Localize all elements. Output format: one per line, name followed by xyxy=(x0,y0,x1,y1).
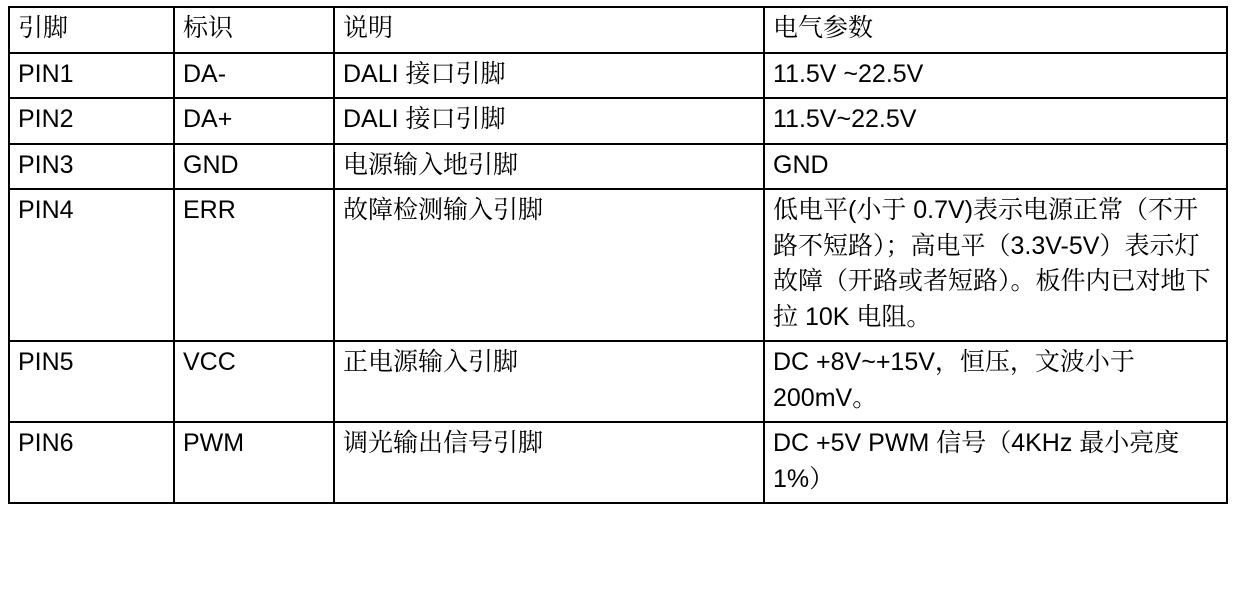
cell-id: DA+ xyxy=(174,98,334,144)
cell-description: DALI 接口引脚 xyxy=(334,53,764,99)
cell-parameter: GND xyxy=(764,144,1227,190)
cell-id: ERR xyxy=(174,189,334,341)
cell-parameter: DC +5V PWM 信号（4KHz 最小亮度 1%） xyxy=(764,422,1227,503)
cell-parameter: DC +8V~+15V，恒压，文波小于 200mV。 xyxy=(764,341,1227,422)
table-header-row xyxy=(9,7,1227,53)
cell-pin: PIN6 xyxy=(9,422,174,503)
cell-description: 调光输出信号引脚 xyxy=(334,422,764,503)
cell-description: DALI 接口引脚 xyxy=(334,98,764,144)
table-row xyxy=(9,144,1227,190)
table-row xyxy=(9,422,1227,503)
pin-definition-table xyxy=(8,6,1228,504)
table-row xyxy=(9,189,1227,341)
cell-pin: PIN5 xyxy=(9,341,174,422)
cell-parameter: 11.5V ~22.5V xyxy=(764,53,1227,99)
cell-parameter: 11.5V~22.5V xyxy=(764,98,1227,144)
cell-pin: PIN4 xyxy=(9,189,174,341)
cell-pin: PIN2 xyxy=(9,98,174,144)
column-header-id: 标识 xyxy=(174,7,334,53)
cell-id: GND xyxy=(174,144,334,190)
cell-pin: PIN1 xyxy=(9,53,174,99)
cell-description: 电源输入地引脚 xyxy=(334,144,764,190)
cell-pin: PIN3 xyxy=(9,144,174,190)
cell-parameter: 低电平(小于 0.7V)表示电源正常（不开路不短路）；高电平（3.3V-5V）表示灯故障（开路或者短路）。板件内已对地下拉 10K 电阻。 xyxy=(764,189,1227,341)
table-row xyxy=(9,53,1227,99)
column-header-pin: 引脚 xyxy=(9,7,174,53)
cell-id: PWM xyxy=(174,422,334,503)
table-row xyxy=(9,341,1227,422)
column-header-electrical-parameters: 电气参数 xyxy=(764,7,1227,53)
cell-id: VCC xyxy=(174,341,334,422)
cell-description: 故障检测输入引脚 xyxy=(334,189,764,341)
table-row xyxy=(9,98,1227,144)
column-header-description: 说明 xyxy=(334,7,764,53)
cell-description: 正电源输入引脚 xyxy=(334,341,764,422)
cell-id: DA- xyxy=(174,53,334,99)
